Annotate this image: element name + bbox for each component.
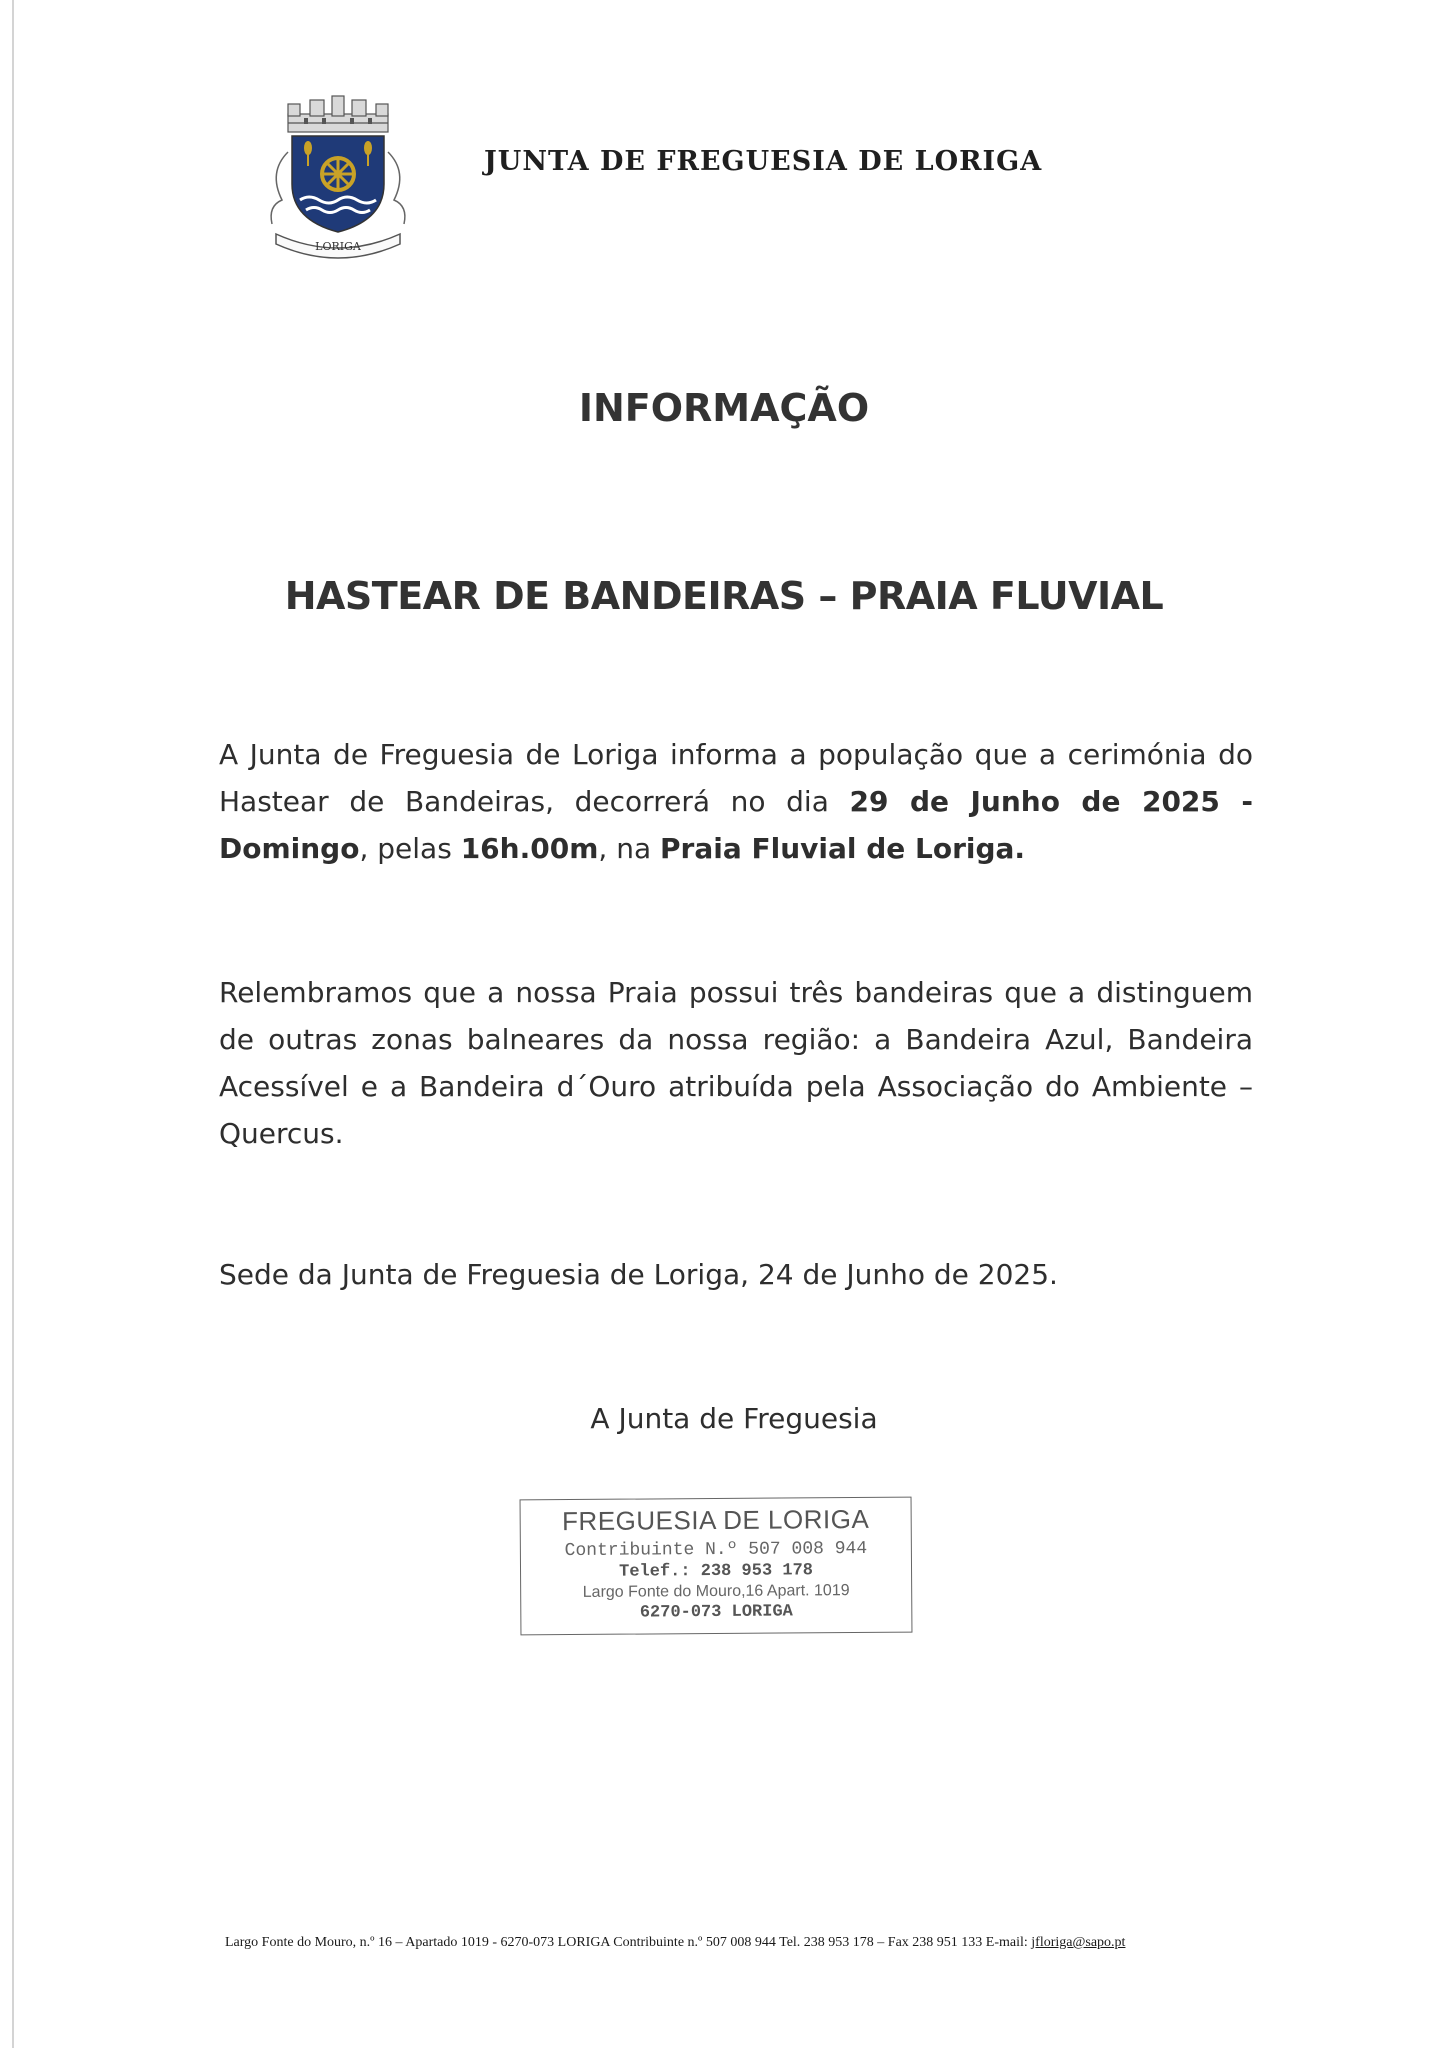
stamp-line-1: FREGUESIA DE LORIGA [561,1503,870,1537]
footer-email-link[interactable]: jfloriga@sapo.pt [1031,1935,1126,1950]
stamp-line-5: 6270-073 LORIGA [639,1602,793,1623]
p1-text-a: A Junta de Freguesia de Loriga informa a população que a cerimónia do Hastear de Bandeiras, decorrerá no dia [219,738,1253,818]
document-title: HASTEAR DE BANDEIRAS – PRAIA FLUVIAL [284,574,1164,618]
coat-of-arms-icon [258,92,418,260]
footer-text: Largo Fonte do Mouro, n.º 16 – Apartado 1019 - 6270-073 LORIGA Contribuinte n.º 507 008 944 Tel. 238 953 178 – Fax 238 951 133 E-mail: [225,1935,1032,1950]
place-and-date: Sede da Junta de Freguesia de Loriga, 24 de Junho de 2025. [219,1258,1058,1291]
stamp-line-3: Telef.: 238 953 178 [619,1561,814,1582]
stamp-line-2: Contribuinte N.º 507 008 944 [564,1538,868,1562]
event-date: 29 de Junho de 2025 - Domingo [219,785,1254,865]
flags-paragraph: Relembramos que a nossa Praia possui três bandeiras que a distinguem de outras zonas balneares da nossa região: a Bandeira Azul, Bandeira Acessível e a Bandeira d´Ouro atribuída pela Associação do Ambiente – Quercus. [219,976,1253,1150]
footer-contact [225,1935,1245,1951]
scan-edge-line [12,0,14,2048]
crest-motto: LORIGA [315,240,361,253]
stamp-line-4: Largo Fonte do Mouro,16 Apart. 1019 [582,1582,850,1601]
organization-name: JUNTA DE FREGUESIA DE LORIGA [484,146,1043,177]
p1-text-c: , na [598,832,660,865]
event-time: 16h.00m [460,832,599,865]
p1-text-b: , pelas [359,832,461,865]
official-stamp [520,1497,913,1636]
signature-line: A Junta de Freguesia [590,1402,878,1435]
document-type-heading: INFORMAÇÃO [578,386,870,430]
event-place: Praia Fluvial de Loriga. [660,832,1026,865]
announcement-paragraph [219,731,1253,872]
